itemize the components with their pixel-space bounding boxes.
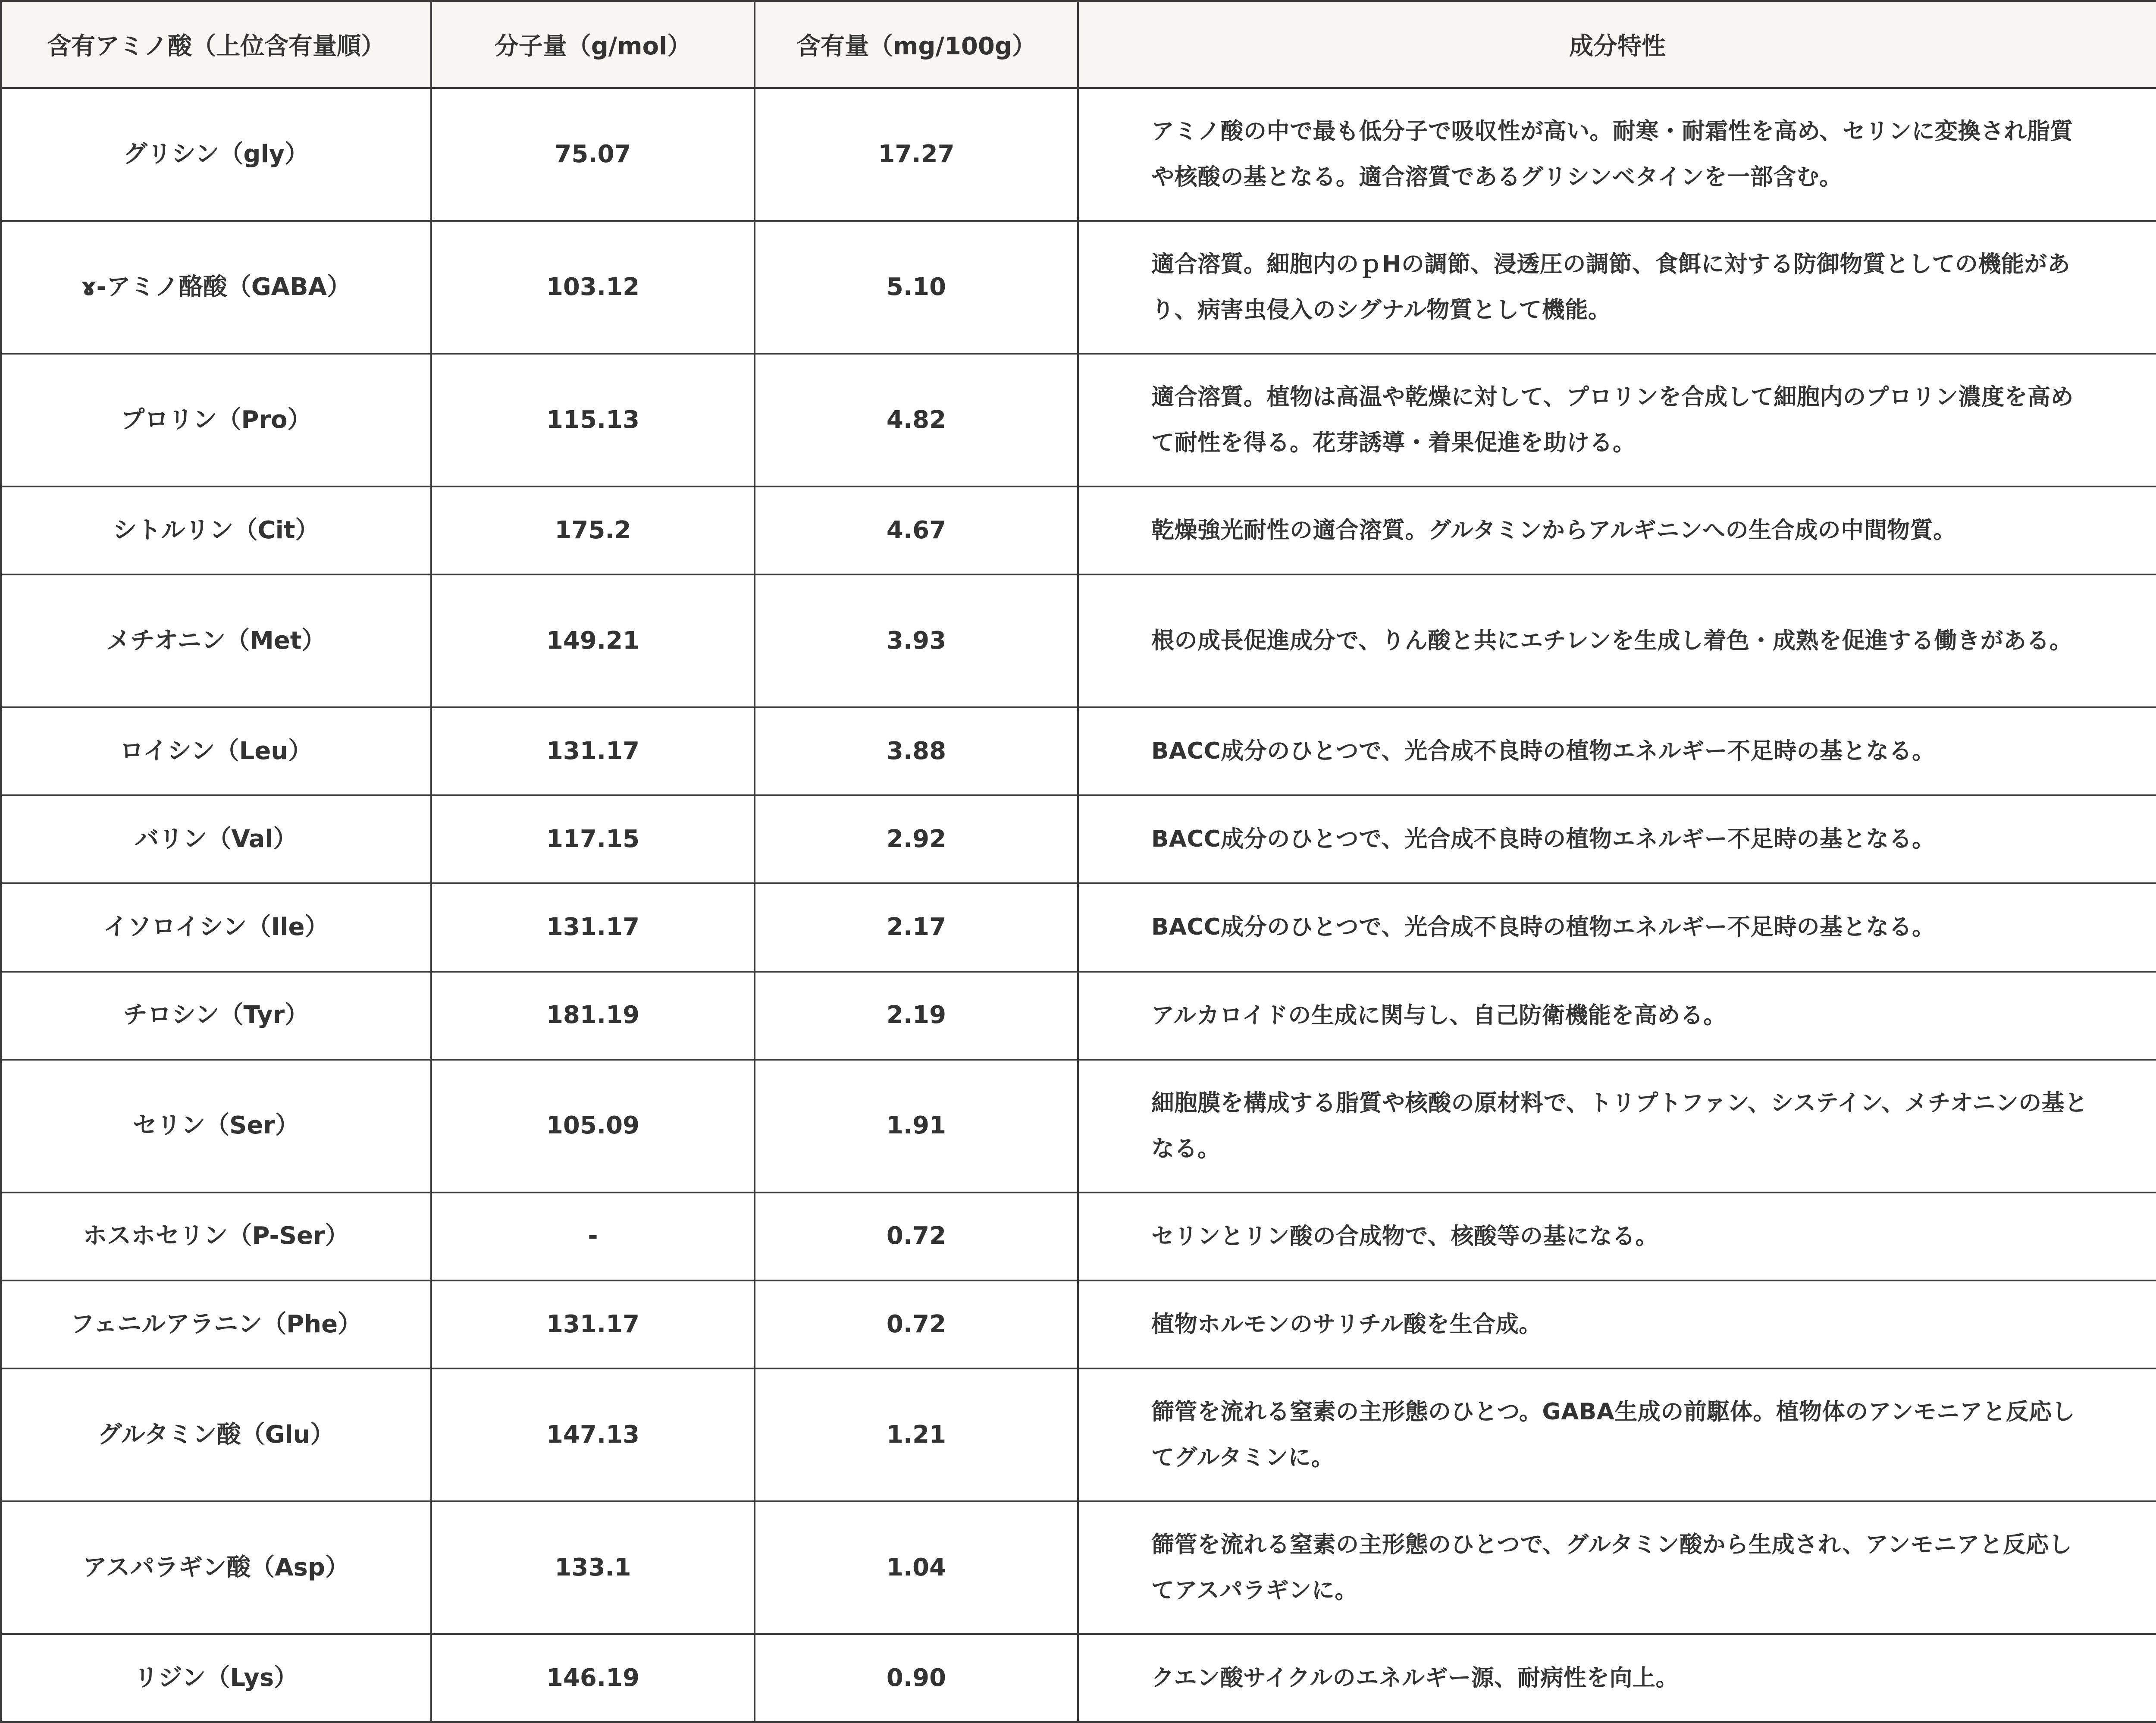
header-content-amount: 含有量（mg/100g） xyxy=(755,1,1078,88)
molecular-weight: 147.13 xyxy=(431,1368,755,1501)
molecular-weight: 146.19 xyxy=(431,1634,755,1722)
amino-acid-name: フェニルアラニン（Phe） xyxy=(1,1280,431,1368)
table-row xyxy=(1,88,2156,221)
table-row xyxy=(1,1634,2156,1722)
table-row xyxy=(1,1280,2156,1368)
amino-acid-name: セリン（Ser） xyxy=(1,1060,431,1193)
amino-acid-name: グリシン（gly） xyxy=(1,88,431,221)
molecular-weight: 75.07 xyxy=(431,88,755,221)
content-amount: 4.67 xyxy=(755,486,1078,574)
molecular-weight: - xyxy=(431,1193,755,1280)
content-amount: 2.19 xyxy=(755,972,1078,1060)
property-text: 根の成長促進成分で、りん酸と共にエチレンを生成し着色・成熟を促進する働きがある。 xyxy=(1078,574,2156,707)
property-text: 乾燥強光耐性の適合溶質。グルタミンからアルギニンへの生合成の中間物質。 xyxy=(1078,486,2156,574)
amino-acid-name: イソロイシン（Ile） xyxy=(1,883,431,971)
molecular-weight: 103.12 xyxy=(431,221,755,354)
table-row xyxy=(1,1193,2156,1280)
property-text: BACC成分のひとつで、光合成不良時の植物エネルギー不足時の基となる。 xyxy=(1078,883,2156,971)
amino-acid-name: プロリン（Pro） xyxy=(1,354,431,486)
table-row xyxy=(1,1368,2156,1501)
property-text: 細胞膜を構成する脂質や核酸の原材料で、トリプトファン、システイン、メチオニンの基となる。 xyxy=(1078,1060,2156,1193)
table-row xyxy=(1,574,2156,707)
content-amount: 4.82 xyxy=(755,354,1078,486)
property-text: アミノ酸の中で最も低分子で吸収性が高い。耐寒・耐霜性を高め、セリンに変換され脂質や核酸の基となる。適合溶質であるグリシンベタインを一部含む。 xyxy=(1078,88,2156,221)
molecular-weight: 133.1 xyxy=(431,1501,755,1634)
property-text: 植物ホルモンのサリチル酸を生合成。 xyxy=(1078,1280,2156,1368)
amino-acid-name: リジン（Lys） xyxy=(1,1634,431,1722)
table-row xyxy=(1,486,2156,574)
table-row xyxy=(1,1060,2156,1193)
content-amount: 1.04 xyxy=(755,1501,1078,1634)
property-text: 適合溶質。植物は高温や乾燥に対して、プロリンを合成して細胞内のプロリン濃度を高めて耐性を得る。花芽誘導・着果促進を助ける。 xyxy=(1078,354,2156,486)
amino-acid-name: ホスホセリン（P-Ser） xyxy=(1,1193,431,1280)
content-amount: 3.93 xyxy=(755,574,1078,707)
table-header-row xyxy=(1,1,2156,88)
amino-acid-name: ɤ-アミノ酪酸（GABA） xyxy=(1,221,431,354)
content-amount: 1.91 xyxy=(755,1060,1078,1193)
amino-acid-name: チロシン（Tyr） xyxy=(1,972,431,1060)
molecular-weight: 149.21 xyxy=(431,574,755,707)
table-row xyxy=(1,1501,2156,1634)
content-amount: 17.27 xyxy=(755,88,1078,221)
amino-acid-name: バリン（Val） xyxy=(1,795,431,883)
property-text: BACC成分のひとつで、光合成不良時の植物エネルギー不足時の基となる。 xyxy=(1078,707,2156,795)
property-text: セリンとリン酸の合成物で、核酸等の基になる。 xyxy=(1078,1193,2156,1280)
molecular-weight: 105.09 xyxy=(431,1060,755,1193)
table-row xyxy=(1,795,2156,883)
amino-acid-name: ロイシン（Leu） xyxy=(1,707,431,795)
table-row xyxy=(1,883,2156,971)
molecular-weight: 175.2 xyxy=(431,486,755,574)
property-text: クエン酸サイクルのエネルギー源、耐病性を向上。 xyxy=(1078,1634,2156,1722)
property-text: アルカロイドの生成に関与し、自己防衛機能を高める。 xyxy=(1078,972,2156,1060)
content-amount: 3.88 xyxy=(755,707,1078,795)
property-text: BACC成分のひとつで、光合成不良時の植物エネルギー不足時の基となる。 xyxy=(1078,795,2156,883)
header-amino-acid: 含有アミノ酸（上位含有量順） xyxy=(1,1,431,88)
amino-acid-name: シトルリン（Cit） xyxy=(1,486,431,574)
table-row xyxy=(1,221,2156,354)
molecular-weight: 181.19 xyxy=(431,972,755,1060)
table-row xyxy=(1,972,2156,1060)
property-text: 篩管を流れる窒素の主形態のひとつで、グルタミン酸から生成され、アンモニアと反応してアスパラギンに。 xyxy=(1078,1501,2156,1634)
molecular-weight: 117.15 xyxy=(431,795,755,883)
table-row xyxy=(1,354,2156,486)
content-amount: 0.72 xyxy=(755,1280,1078,1368)
molecular-weight: 131.17 xyxy=(431,707,755,795)
header-property: 成分特性 xyxy=(1078,1,2156,88)
amino-acid-name: グルタミン酸（Glu） xyxy=(1,1368,431,1501)
property-text: 適合溶質。細胞内のｐHの調節、浸透圧の調節、食餌に対する防御物質としての機能があり、病害虫侵入のシグナル物質として機能。 xyxy=(1078,221,2156,354)
content-amount: 0.90 xyxy=(755,1634,1078,1722)
molecular-weight: 115.13 xyxy=(431,354,755,486)
content-amount: 5.10 xyxy=(755,221,1078,354)
content-amount: 2.92 xyxy=(755,795,1078,883)
content-amount: 1.21 xyxy=(755,1368,1078,1501)
amino-acid-name: アスパラギン酸（Asp） xyxy=(1,1501,431,1634)
content-amount: 0.72 xyxy=(755,1193,1078,1280)
content-amount: 2.17 xyxy=(755,883,1078,971)
molecular-weight: 131.17 xyxy=(431,883,755,971)
property-text: 篩管を流れる窒素の主形態のひとつ。GABA生成の前駆体。植物体のアンモニアと反応してグルタミンに。 xyxy=(1078,1368,2156,1501)
molecular-weight: 131.17 xyxy=(431,1280,755,1368)
header-molecular-weight: 分子量（g/mol） xyxy=(431,1,755,88)
amino-acid-name: メチオニン（Met） xyxy=(1,574,431,707)
table-row xyxy=(1,707,2156,795)
